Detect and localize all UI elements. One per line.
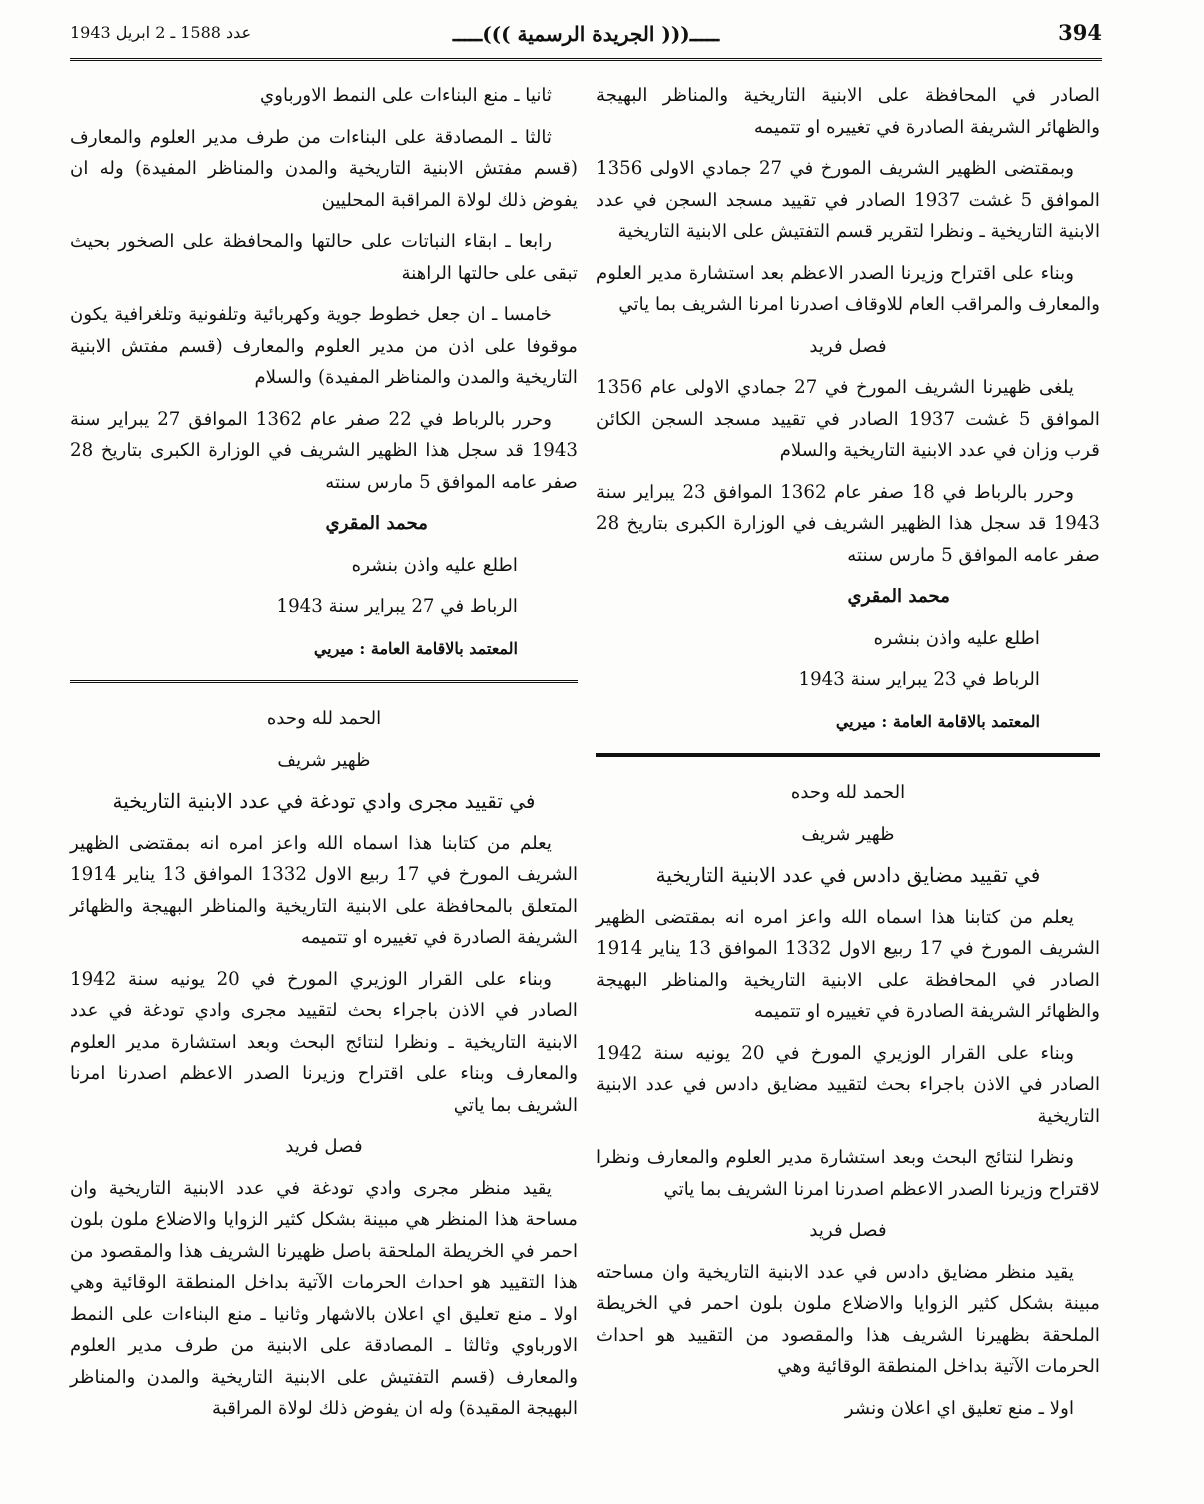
approval: اطلع عليه واذن بنشره	[873, 627, 1040, 649]
section-divider	[70, 680, 578, 683]
right-column	[596, 80, 1100, 1434]
paragraph: وبناء على القرار الوزيري المورخ في 20 يونيه سنة 1942 الصادر في الاذن باجراء بحث لتقييد مجرى وادي تودغة في عدد الابنية التاريخية ـ ونظرا لنتائج البحث وبعد استشارة مدير العلوم والمعارف وبناء على اقتراح وزيرنا الصدر الاعظم اصدرنا امرنا الشريف بما ياتي	[70, 968, 578, 1116]
paragraph: وحرر بالرباط في 18 صفر عام 1362 الموافق 23 يبراير سنة 1943 قد سجل هذا الظهير الشريف في الوزارة الكبرى بتاريخ 28 صفر عامه الموافق 5 مارس سنته	[596, 481, 1100, 566]
paragraph: يلغى ظهيرنا الشريف المورخ في 27 جمادي الاولى عام 1356 الموافق 5 غشت 1937 الصادر في تقييد مسجد السجن الكائن قرب وزان في عدد الابنية التاريخية والسلام	[596, 377, 1100, 461]
resident-general: المعتمد بالاقامة العامة : ميريي	[313, 638, 518, 658]
signature: محمد المقري	[847, 586, 950, 607]
paragraph: رابعا ـ ابقاء النباتات على حالتها والمحافظة على الصخور بحيث تبقى على حالتها الراهنة	[70, 231, 578, 284]
dahir-subject: في تقييد مجرى وادي تودغة في عدد الابنية التاريخية	[112, 789, 536, 813]
section-heading: فصل فريد	[809, 1220, 887, 1241]
paragraph: يقيد منظر مضايق دادس في عدد الابنية التاريخية وان مساحته مبينة بشكل كثير الزوايا والاضلاع ملون بلون احمر في الخريطة الملحقة بظهيرنا الشريف هذا والمقصود من التقييد هو احداث الحرمات الآتية بداخل المنطقة الوقائية وهي	[596, 1261, 1100, 1377]
paragraph: ونظرا لنتائج البحث وبعد استشارة مدير العلوم والمعارف ونظرا لاقتراح وزيرنا الصدر الاعظم اصدرنا امرنا الشريف بما ياتي	[596, 1147, 1100, 1200]
approval-date: الرباط في 23 يبراير سنة 1943	[798, 669, 1040, 690]
paragraph: يعلم من كتابنا هذا اسماه الله واعز امره انه بمقتضى الظهير الشريف المورخ في 17 ربيع الاول 1332 الموافق 13 يناير 1914 الصادر في المحافظة على الابنية التاريخية والمناظر البهيجة والظهائر الشريفة الصادرة في تغييره او تتميمه	[596, 906, 1101, 1022]
approval-date: الرباط في 27 يبراير سنة 1943	[276, 596, 518, 617]
gazette-title: ـــــ((( الجريدة الرسمية )))ـــــ	[452, 22, 720, 46]
header-rule	[70, 58, 1102, 61]
hamd-heading: الحمد لله وحده	[790, 782, 906, 803]
paragraph: وبناء على اقتراح وزيرنا الصدر الاعظم بعد استشارة مدير العلوم والمعارف والمراقب العام للاوقاف اصدرنا امرنا الشريف بما ياتي	[596, 262, 1100, 315]
paragraph: وبناء على القرار الوزيري المورخ في 20 يونيه سنة 1942 الصادر في الاذن باجراء بحث لتقييد مضايق دادس في عدد الابنية التاريخية	[596, 1042, 1100, 1127]
dahir-heading: ظهير شريف	[277, 749, 371, 771]
paragraph: وحرر بالرباط في 22 صفر عام 1362 الموافق 27 يبراير سنة 1943 قد سجل هذا الظهير الشريف في الوزارة الكبرى بتاريخ 28 صفر عامه الموافق 5 مارس سنته	[70, 408, 578, 493]
paragraph: خامسا ـ ان جعل خطوط جوية وكهربائية وتلفونية وتلغرافية يكون موقوفا على اذن من مدير العلوم والمعارف (قسم مفتش الابنية التاريخية والمدن والمناظر المفيدة) والسلام	[70, 304, 578, 388]
dahir-subject: في تقييد مضايق دادس في عدد الابنية التاريخية	[655, 863, 1041, 887]
issue-info: عدد 1588 ـ 2 ابريل 1943	[70, 23, 252, 42]
paragraph: يقيد منظر مجرى وادي تودغة في عدد الابنية التاريخية وان مساحة هذا المنظر هي مبينة بشكل كثير الزوايا والاضلاع ملون بلون احمر في الخريطة الملحقة باصل ظهيرنا الشريف هذا والمقصود من هذا التقييد هو احداث الحرمات الآتية بداخل المنطقة الوقائية وهي اولا ـ منع تعليق اي اعلان بالاشهار وثانيا ـ منع البناءات على النمط الاورباوي وثالثا ـ المصادقة على الابنية من طرف مدير العلوم والمعارف (قسم التفتيش على الابنية التاريخية والمدن والمناظر البهيجة المقيدة) وله ان يفوض ذلك لولاة المراقبة	[70, 1177, 578, 1419]
paragraph: ثالثا ـ المصادقة على البناءات من طرف مدير العلوم والمعارف (قسم مفتش الابنية التاريخية والمدن والمناظر المفيدة) وله ان يفوض ذلك لولاة المراقبة المحليين	[70, 126, 578, 211]
left-column	[70, 80, 578, 1435]
page-header	[70, 20, 1102, 50]
hamd-heading: الحمد لله وحده	[266, 708, 382, 729]
approval: اطلع عليه واذن بنشره	[351, 554, 518, 576]
paragraph: اولا ـ منع تعليق اي اعلان ونشر	[844, 1397, 1074, 1419]
paragraph: يعلم من كتابنا هذا اسماه الله واعز امره انه بمقتضى الظهير الشريف المورخ في 17 ربيع الاول 1332 الموافق 13 يناير 1914 المتعلق بالمحافظة على الابنية التاريخية والمناظر البهيجة والظهائر الشريفة الصادرة في تغييره او تتميمه	[70, 832, 578, 948]
page-number: 394	[1058, 20, 1102, 45]
paragraph: وبمقتضى الظهير الشريف المورخ في 27 جمادي الاولى 1356 الموافق 5 غشت 1937 الصادر في تقييد مسجد السجن في عدد الابنية التاريخية ـ ونظرا لتقرير قسم التفتيش على الابنية التاريخية	[596, 158, 1100, 242]
paragraph: الصادر في المحافظة على الابنية التاريخية والمناظر البهيجة والظهائر الشريفة الصادرة في تغييره او تتميمه	[596, 85, 1100, 138]
section-heading: فصل فريد	[809, 335, 887, 357]
section-divider	[596, 753, 1100, 757]
dahir-heading: ظهير شريف	[801, 823, 895, 845]
resident-general: المعتمد بالاقامة العامة : ميريي	[835, 711, 1040, 731]
paragraph: ثانيا ـ منع البناءات على النمط الاورباوي	[260, 85, 552, 106]
signature: محمد المقري	[325, 513, 428, 534]
section-heading: فصل فريد	[285, 1136, 363, 1157]
